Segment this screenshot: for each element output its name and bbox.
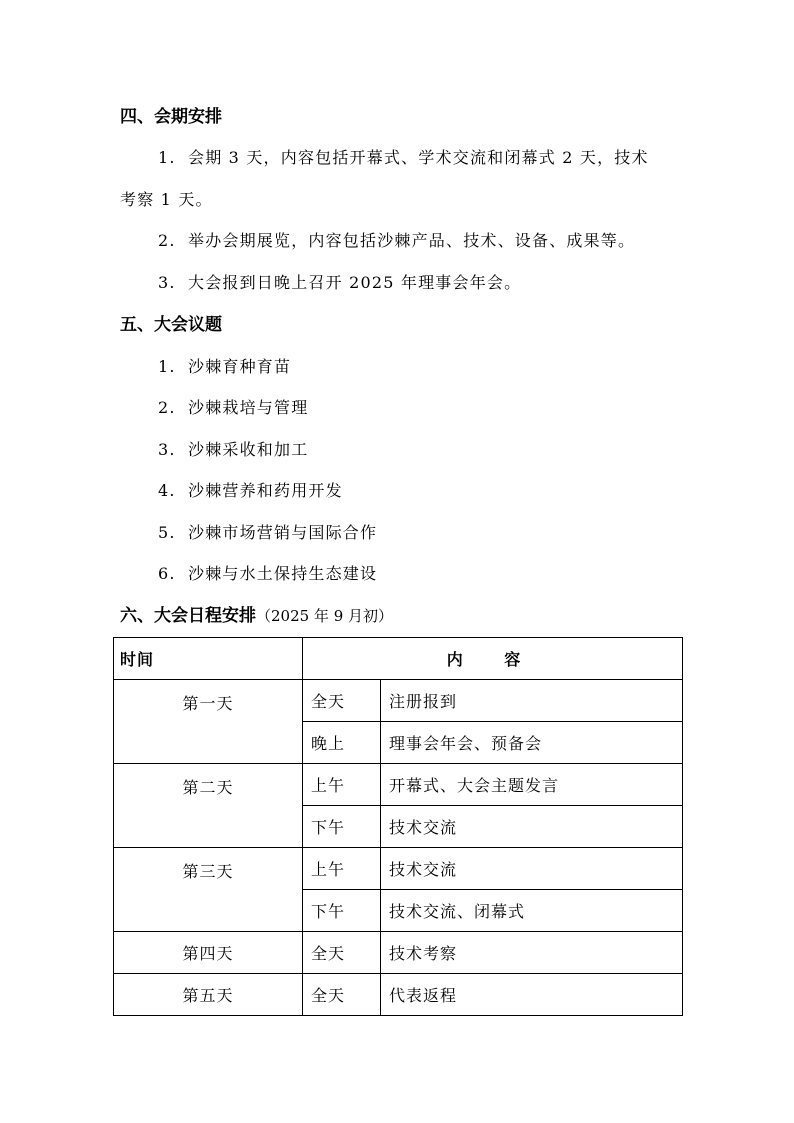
period-cell: 全天	[303, 932, 381, 974]
period-cell: 上午	[303, 764, 381, 806]
period-cell: 晚上	[303, 722, 381, 764]
topic-text: 沙棘与水土保持生态建设	[188, 564, 378, 583]
period-cell: 全天	[303, 974, 381, 1016]
topic-text: 沙棘栽培与管理	[188, 398, 309, 417]
list-item-continuation: 考察 1 天。	[120, 190, 213, 209]
topic-text: 沙棘采收和加工	[188, 440, 309, 459]
event-cell: 理事会年会、预备会	[381, 722, 683, 764]
list-item-number: 2.	[158, 231, 176, 250]
day-cell: 第四天	[114, 932, 303, 974]
topic-number: 4.	[158, 481, 176, 500]
table-row	[114, 764, 683, 806]
event-cell: 开幕式、大会主题发言	[381, 764, 683, 806]
period-cell: 下午	[303, 806, 381, 848]
agenda-title: 六、大会日程安排	[120, 606, 256, 626]
table-row	[114, 932, 683, 974]
day-cell: 第二天	[114, 764, 303, 848]
event-cell: 技术交流、闭幕式	[381, 890, 683, 932]
topic-text: 沙棘育种育苗	[188, 357, 292, 376]
topic-item	[158, 398, 308, 418]
section-heading-agenda	[120, 606, 393, 626]
header-content: 内 容	[303, 638, 683, 680]
event-cell: 技术交流	[381, 848, 683, 890]
period-cell: 下午	[303, 890, 381, 932]
period-cell: 上午	[303, 848, 381, 890]
list-item-text: 大会报到日晚上召开 2025 年理事会年会。	[188, 273, 522, 292]
event-cell: 注册报到	[381, 680, 683, 722]
topic-item	[158, 481, 343, 501]
list-item-number: 3.	[158, 273, 176, 292]
list-item	[158, 231, 635, 251]
table-row	[114, 680, 683, 722]
list-item-text: 举办会期展览，内容包括沙棘产品、技术、设备、成果等。	[188, 231, 636, 250]
list-item	[158, 148, 649, 168]
event-cell: 技术交流	[381, 806, 683, 848]
topic-item	[158, 440, 308, 460]
section-heading-schedule: 四、会期安排	[120, 107, 222, 127]
list-item	[158, 273, 521, 293]
day-cell: 第三天	[114, 848, 303, 932]
table-row	[114, 848, 683, 890]
topic-item	[158, 564, 377, 584]
topic-number: 2.	[158, 398, 176, 417]
list-item-number: 1.	[158, 148, 176, 167]
section-heading-topics: 五、大会议题	[120, 315, 222, 335]
header-time: 时间	[114, 638, 303, 680]
period-cell: 全天	[303, 680, 381, 722]
topic-number: 5.	[158, 523, 176, 542]
topic-number: 1.	[158, 357, 176, 376]
day-cell: 第一天	[114, 680, 303, 764]
topic-number: 3.	[158, 440, 176, 459]
list-item-text: 会期 3 天，内容包括开幕式、学术交流和闭幕式 2 天，技术	[188, 148, 649, 167]
agenda-date-note: （2025 年 9 月初）	[256, 607, 394, 625]
table-header-row	[114, 638, 683, 680]
table-row	[114, 974, 683, 1016]
topic-item	[158, 523, 377, 543]
event-cell: 代表返程	[381, 974, 683, 1016]
day-cell: 第五天	[114, 974, 303, 1016]
topic-item	[158, 357, 291, 377]
topic-text: 沙棘市场营销与国际合作	[188, 523, 378, 542]
agenda-table	[113, 637, 683, 1016]
topic-text: 沙棘营养和药用开发	[188, 481, 343, 500]
event-cell: 技术考察	[381, 932, 683, 974]
topic-number: 6.	[158, 564, 176, 583]
